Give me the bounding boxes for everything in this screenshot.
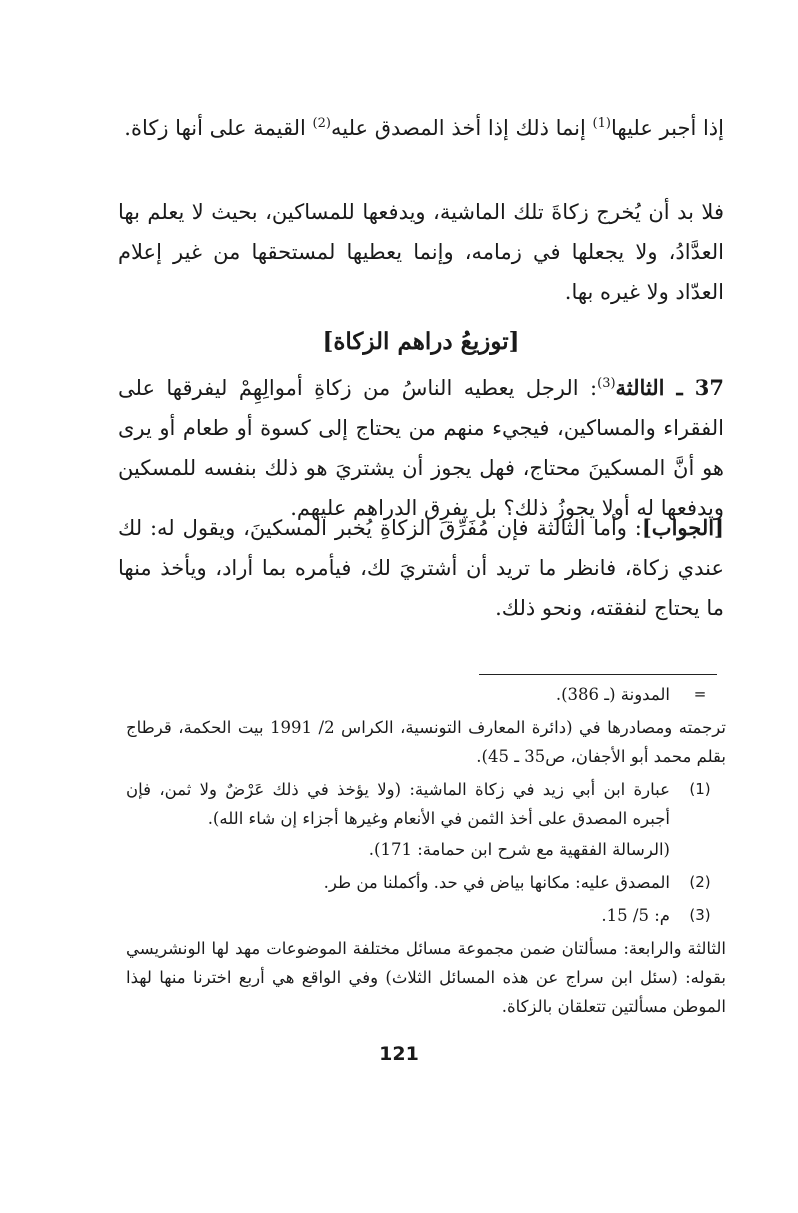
paragraph-3 xyxy=(118,368,724,528)
footnote-3-text: م: 5/ 15. xyxy=(601,906,670,925)
paragraph-4 xyxy=(118,508,724,628)
footnote-ref-2[interactable]: (2) xyxy=(312,116,331,131)
continuation-mark: = xyxy=(693,685,707,703)
question-number-label: 37 ـ الثالثة xyxy=(615,375,724,400)
footnotes-section xyxy=(126,680,726,1021)
continuation-line-2: ترجمته ومصادرها في (دائرة المعارف التونسية، الكراس 2/ 1991 بيت الحكمة، قرطاج بقلم محمد أبو الأجفان، ص35 ـ 45). xyxy=(126,718,726,766)
para2-text: فلا بد أن يُخرج زكاةَ تلك الماشية، ويدفعها للمساكين، بحيث لا يعلم بها العدَّادُ، ولا يجعلها في زمامه، وإنما يعطيها لمستحقها من غير إعلام العدّاد ولا غيره بها. xyxy=(118,200,724,304)
footnote-2-mark: (2) xyxy=(689,873,711,891)
footnote-ref-1[interactable]: (1) xyxy=(592,116,611,131)
footnote-3-continuation: الثالثة والرابعة: مسألتان ضمن مجموعة مسائل مختلفة الموضوعات مهد لها الونشريسي بقوله: (سئل ابن سراج عن هذه المسائل الثلاث) وفي الواقع هي أربع اخترنا منها لهذا الموطن مسألتين تتعلقان بالزكاة. xyxy=(126,939,726,1016)
paragraph-2 xyxy=(118,192,724,312)
answer-label: [الجواب] xyxy=(641,515,724,540)
paragraph-1 xyxy=(118,108,724,148)
footnote-2 xyxy=(126,868,726,897)
footnote-1 xyxy=(126,775,726,833)
footnote-1-reference: (الرسالة الفقهية مع شرح ابن حمامة: 171). xyxy=(368,840,670,859)
para3-text: : الرجل يعطيه الناسُ من زكاةِ أموالِهِمْ ليفرقها على الفقراء والمساكين، فيجيء منهم من يحتاج إلى كسوة أو طعام أو يرى هو أنَّ المسكينَ محتاج، فهل يجوز أن يشتريَ هو ذلك بنفسه للمسكين ويدفعها له أولا يجوزُ ذلك؟ بل يفرق الدراهم عليهم. xyxy=(118,376,724,520)
footnote-2-text: المصدق عليه: مكانها بياض في حد. وأكملنا من طر. xyxy=(323,873,670,892)
page-number: 121 xyxy=(379,1043,419,1065)
footnote-divider xyxy=(479,674,717,675)
footnote-1-mark: (1) xyxy=(689,780,711,798)
footnote-1-text: عبارة ابن أبي زيد في زكاة الماشية: (ولا يؤخذ في ذلك عَرْضٌ ولا ثمن، فإن أجبره المصدق على أخذ الثمن في الأنعام وغيرها أجزاء إن شاء الله). xyxy=(126,780,670,828)
para1-text-b: إنما ذلك إذا أخذ المصدق عليه xyxy=(330,116,593,140)
footnote-ref-3[interactable]: (3) xyxy=(597,376,616,391)
footnote-3-mark: (3) xyxy=(689,906,711,924)
para4-text: : وأما الثالثة فإن مُفَرِّقَ الزكاةِ يُخبر المسكينَ، ويقول له: لك عندي زكاة، فانظر ما تريد أن أشتريَ لك، فيأمره بما أراد، ويأخذ منها ما يحتاج لنفقته، ونحو ذلك. xyxy=(118,516,724,620)
section-heading: [توزيعُ دراهم الزكاة] xyxy=(322,328,520,355)
para1-text-a: إذا أجبر عليها xyxy=(610,116,724,140)
continuation-line-1: المدونة (ـ 386). xyxy=(555,685,670,704)
footnote-3 xyxy=(126,901,726,930)
para1-text-c: القيمة على أنها زكاة. xyxy=(124,116,313,140)
footnote-continuation xyxy=(126,680,726,709)
